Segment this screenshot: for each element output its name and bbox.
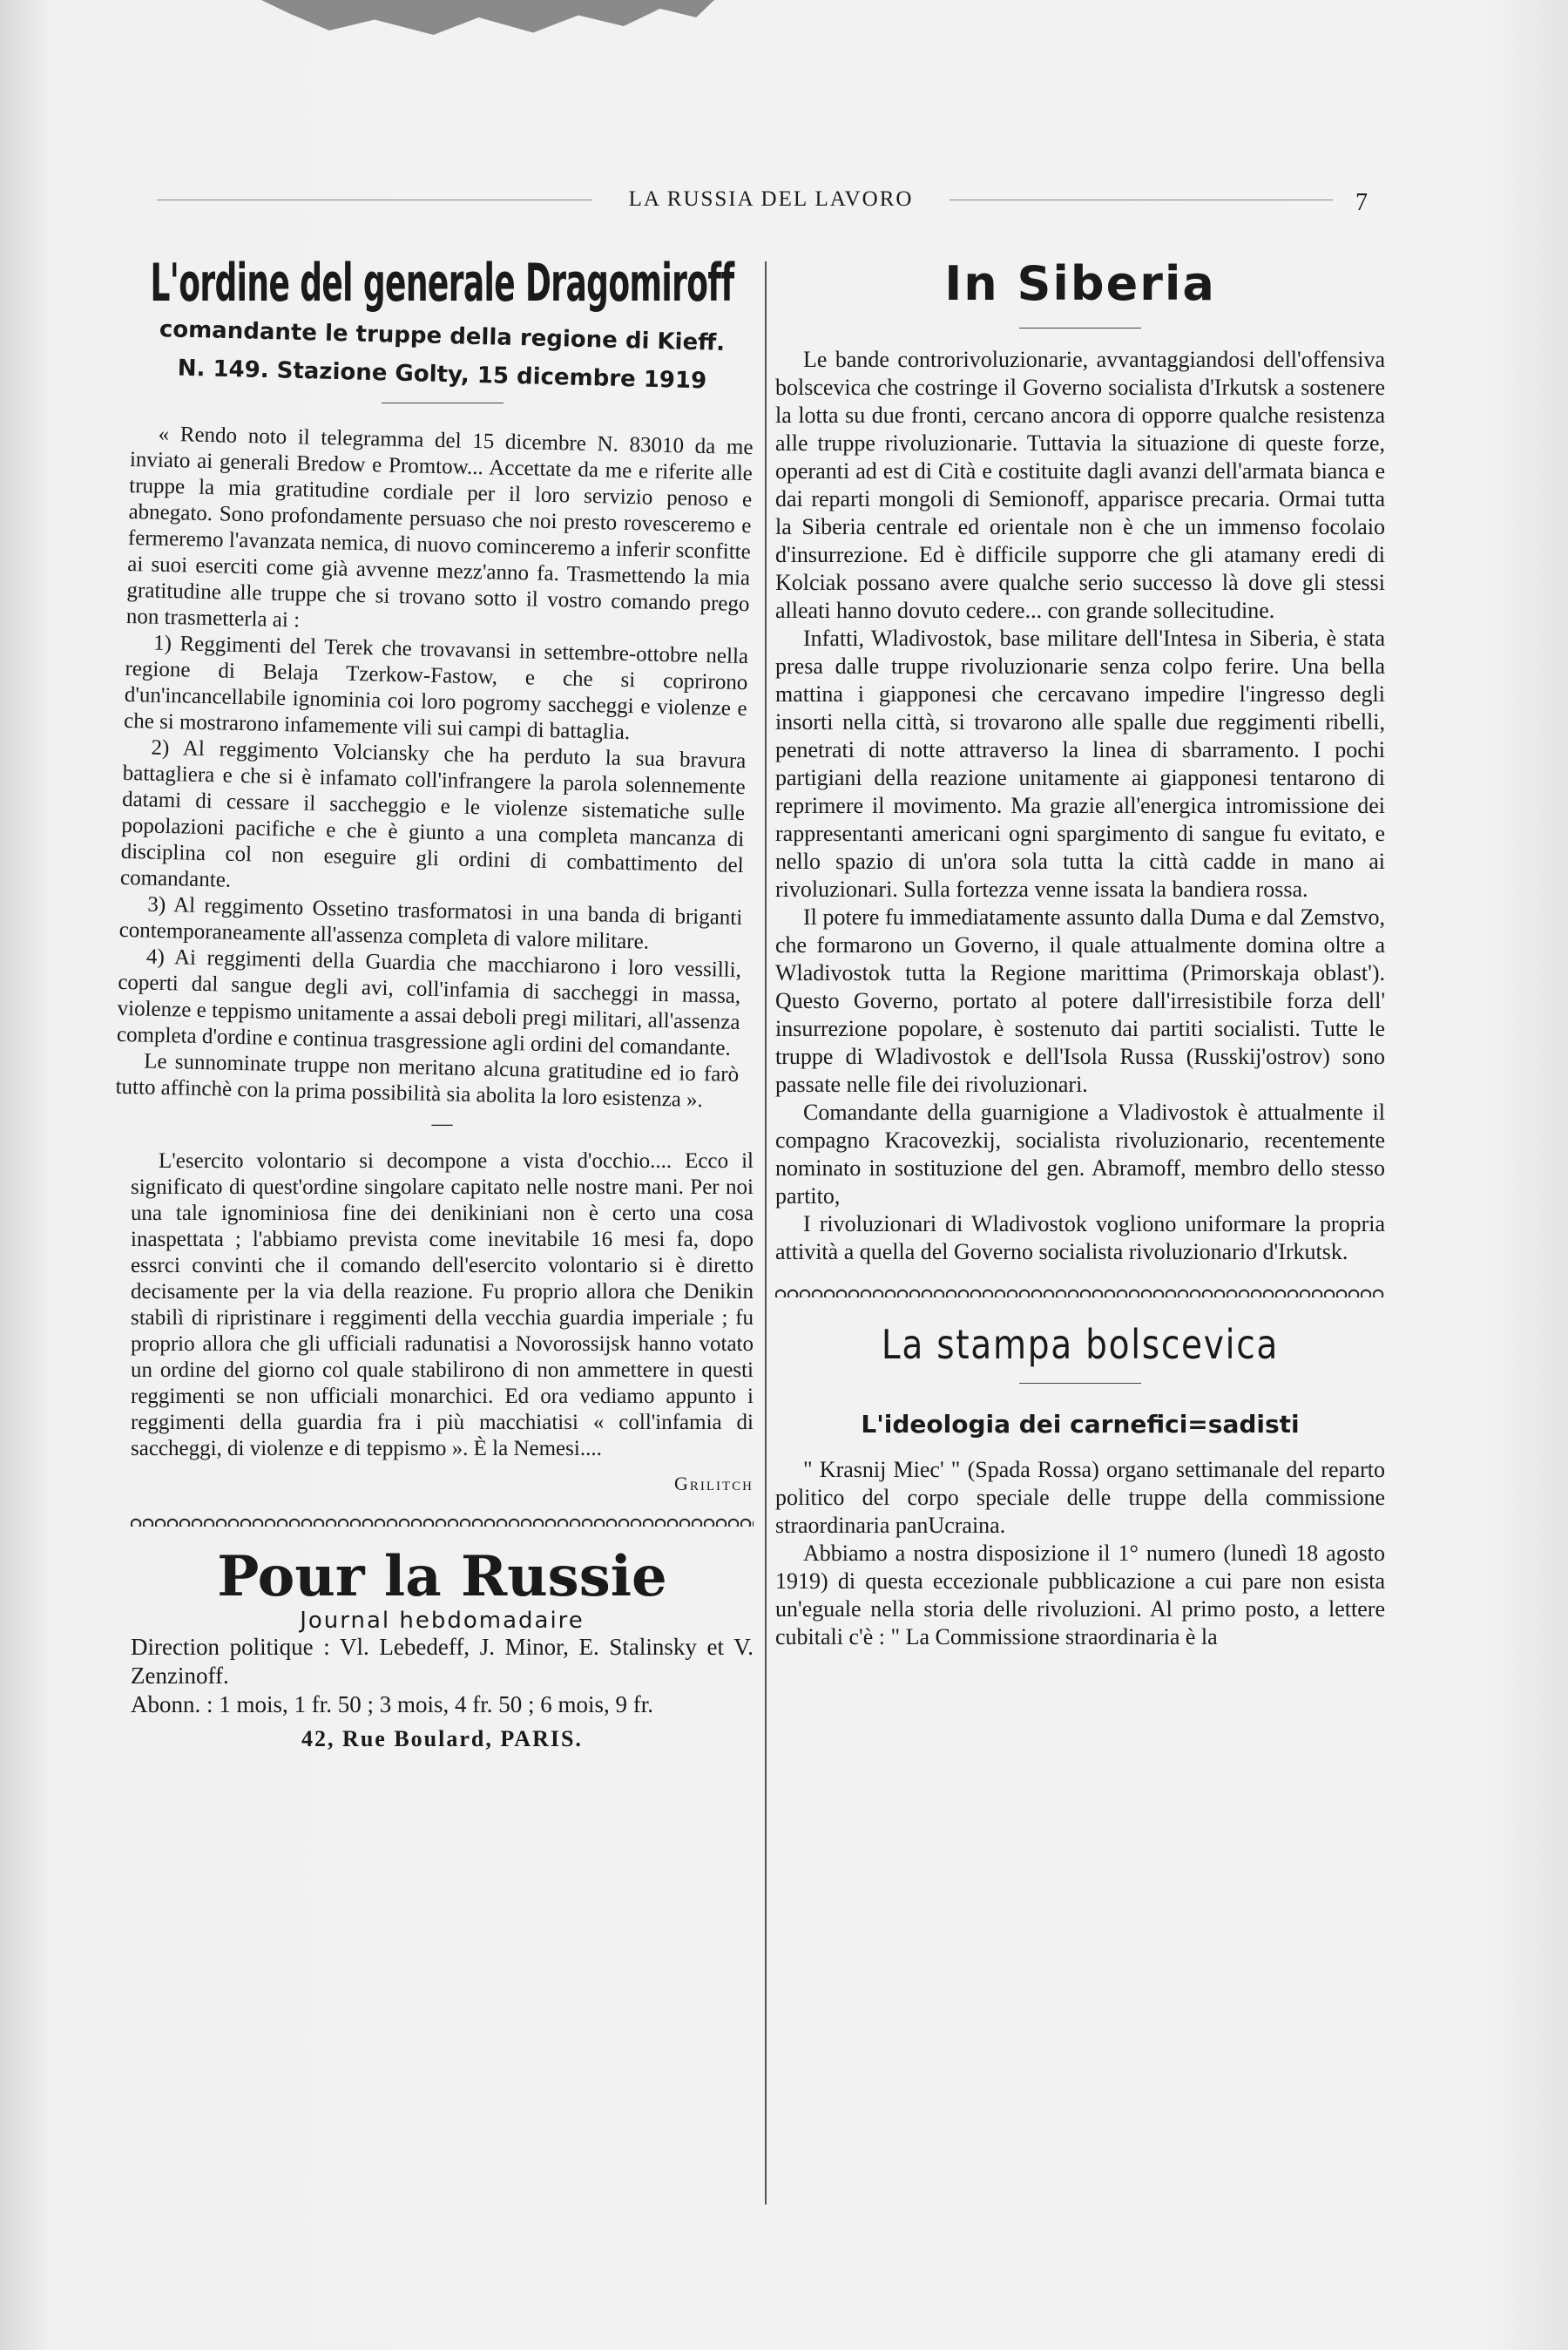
section-dash: —	[431, 1113, 453, 1135]
pour-la-russie-subtitle: Journal hebdomadaire	[300, 1608, 585, 1634]
siberia-paragraph: Comandante della guarnigione a Vladivostok è attualmente il compagno Kracovezkij, socialista rivoluzionario, recentemente nominato in sostituzione del gen. Abramoff, membro dello stesso partito,	[775, 1100, 1385, 1209]
order-paragraph: 1) Reggimenti del Terek che trovavansi in settembre-ottobre nella regione di Belaja Tzerkow-Fastow, e che si coprirono d'un'incancellabile ignominia coi loro pogromy saccheggi e violenze e che si mostrarono infamemente vili sui campi di battaglia.	[123, 631, 749, 745]
right-column	[775, 253, 1385, 1651]
torn-edge	[261, 0, 714, 44]
pour-abonnement: Abonn. : 1 mois, 1 fr. 50 ; 3 mois, 4 fr. 50 ; 6 mois, 9 fr.	[131, 1691, 654, 1717]
column-divider	[765, 261, 767, 2204]
pour-direction: Direction politique : Vl. Lebedeff, J. Minor, E. Stalinsky et V. Zenzinoff.	[131, 1634, 754, 1689]
article-title-siberia: In Siberia	[944, 256, 1216, 311]
order-paragraph: 4) Ai reggimenti della Guardia che macchiarono i loro vessilli, coperti dal sangue degli avi, coll'infamia di saccheggi in massa, violenze e teppismo unitamente a assai deboli pregi militari, all'assenza completa d'ordine e continua trasgressione agli ordini del comandante.	[116, 945, 742, 1060]
order-paragraph: 3) Al reggimento Ossetino trasformatosi in una banda di briganti contemporaneamente all'assenza completa di valore militare.	[118, 892, 743, 954]
pour-la-russie-title: Pour la Russie	[217, 1544, 667, 1609]
pour-la-russie-details	[131, 1633, 754, 1719]
siberia-paragraph: Le bande controrivoluzionarie, avvantaggiandosi dell'offensiva bolscevica che costringe il Governo socialista d'Irkutsk a sostenere la lotta su due fronti, cercano ancora di opporre qualche resistenza alle truppe rivoluzionarie. Tuttavia la situazione di queste forze, operanti ad est di Cità e costituite dagli avanzi dell'armata bianca e dai reparti mongoli di Semionoff, apparisce precaria. Ormai tutta la Siberia centrale ed orientale non è che un immenso focolaio d'insurrezione. Ed è difficile supporre che gli atamany eredi di Kolciak possano avere qualche serio successo là dove gli stessi alleati hanno dovuto cedere... con grande sollecitudine.	[775, 347, 1385, 623]
page-number: 7	[1355, 189, 1368, 216]
article-title-dragomiroff: L'ordine del generale Dragomiroff	[150, 253, 734, 314]
wavy-separator	[131, 1514, 754, 1527]
wavy-separator	[775, 1285, 1385, 1297]
siberia-paragraph: I rivoluzionari di Wladivostok vogliono uniformare la propria attività a quella del Governo socialista rivoluzionario d'Irkutsk.	[775, 1211, 1385, 1264]
order-paragraph: Le sunnominate truppe non meritano alcuna gratitudine ed io farò tutto affinchè con la prima possibilità sia abolita la loro esistenza ».	[115, 1049, 740, 1113]
running-head	[157, 187, 1376, 216]
article-subtitle-line1: comandante le truppe della regione di Kieff.	[159, 316, 726, 356]
author-signature: Grilitch	[673, 1473, 754, 1494]
newspaper-title: LA RUSSIA DEL LAVORO	[628, 187, 914, 211]
order-paragraph: 2) Al reggimento Volciansky che ha perduto la sua bravura battagliera e che si è infamato coll'infrangere la parola solennemente datami di cessare il saccheggio e le violenze sistematiche sulle popolazioni pacifiche e che è giunto a una completa mancanza di disciplina col non eseguire gli ordini di combattimento del comandante.	[119, 735, 747, 892]
siberia-paragraph: Il potere fu immediatamente assunto dalla Duma e dal Zemstvo, che formarono un Governo, il quale attualmente domina oltre a Wladivostok tutta la Regione marittima (Primorskaja oblast'). Questo Governo, portato al potere dall'irresistibile forza dell' insurrezione popolare, è sostenuto dai partiti socialisti. Tutte le truppe di Wladivostok e dell'Isola Russa (Russkij'ostrov) sono passate nelle file dei rivoluzionari.	[775, 904, 1385, 1097]
commentary-paragraph: L'esercito volontario si decompone a vista d'occhio.... Ecco il significato di quest'ordine singolare capitato nelle nostre mani. Per noi una tale ignominiosa fine dei denikiniani non è certo una cosa inaspettata ; l'abbiamo prevista come inevitabile 16 mesi fa, dopo essrci convinti che il comando dell'esercito volontario si è diretto decisamente per la via della reazione. Fu proprio allora che Denikin stabilì di ripristinare i reggimenti della vecchia guardia imperiale ; fu proprio allora che gli ufficiali radunatisi a Novorossijsk hanno votato un ordine del giorno col quale stabilirono di non ammettere in questi reggimenti se non ufficiali monarchici. Ed ora vediamo appunto i reggimenti della guardia fra i più macchiatisi « coll'infamia di saccheggi, di violenze e di teppismo ». È la Nemesi....	[131, 1149, 754, 1460]
siberia-paragraph: Infatti, Wladivostok, base militare dell'Intesa in Siberia, è stata presa dalle truppe rivoluzionarie senza colpo ferire. Una bella mattina i giapponesi che cercavano impedire l'ingresso degli insorti nella città, si trovarono alle spalle due reggimenti ribelli, penetrati di notte attraverso la linea di sbarramento. I pochi partigiani della reazione unitamente ai giapponesi tentarono di reprimere il movimento. Ma grazie all'energica intromissione dei rappresentanti americani ogni spargimento di sangue fu evitato, e nello spazio di un'ora sola tutta la città cadde in mano ai rivoluzionari. Sulla fortezza venne issata la bandiera rossa.	[775, 626, 1385, 902]
stampa-paragraph: Abbiamo a nostra disposizione il 1° numero (lunedì 18 agosto 1919) di questa eccezionale pubblicazione a cui pare non esista un'eguale nella storia delle rivoluzioni. Al primo posto, a lettere cubitali c'è : " La Commissione straordinaria è la	[775, 1541, 1385, 1649]
pour-address: 42, Rue Boulard, PARIS.	[301, 1726, 583, 1751]
order-text	[115, 421, 754, 1114]
short-rule	[1019, 1383, 1141, 1384]
article-title-stampa: La stampa bolscevica	[881, 1321, 1280, 1368]
article-subhead-ideologia: L'ideologia dei carnefici=sadisti	[861, 1410, 1300, 1439]
stampa-paragraph: " Krasnij Miec' " (Spada Rossa) organo settimanale del reparto politico del corpo speciale delle truppe della commissione straordinaria panUcraina.	[775, 1457, 1385, 1538]
article-subtitle-line2: N. 149. Stazione Golty, 15 dicembre 1919	[177, 355, 707, 395]
left-column	[115, 253, 754, 1752]
order-paragraph: « Rendo noto il telegramma del 15 dicembre N. 83010 da me inviato ai generali Bredow e Promtow... Accettate da me e riferite alle truppe la mia gratitudine cordiale per il loro servizio penoso e abnegato. Sono profondamente persuaso che noi presto rovesceremo e fermeremo l'avanzata nemica, di nuovo cominceremo a inferir sconfitte ai suoi eserciti come già avvenne mezz'anno fa. Trasmettendo la mia gratitudine alle truppe che si trovano sotto il vostro comando prego non trasmetterla ai :	[125, 422, 754, 633]
